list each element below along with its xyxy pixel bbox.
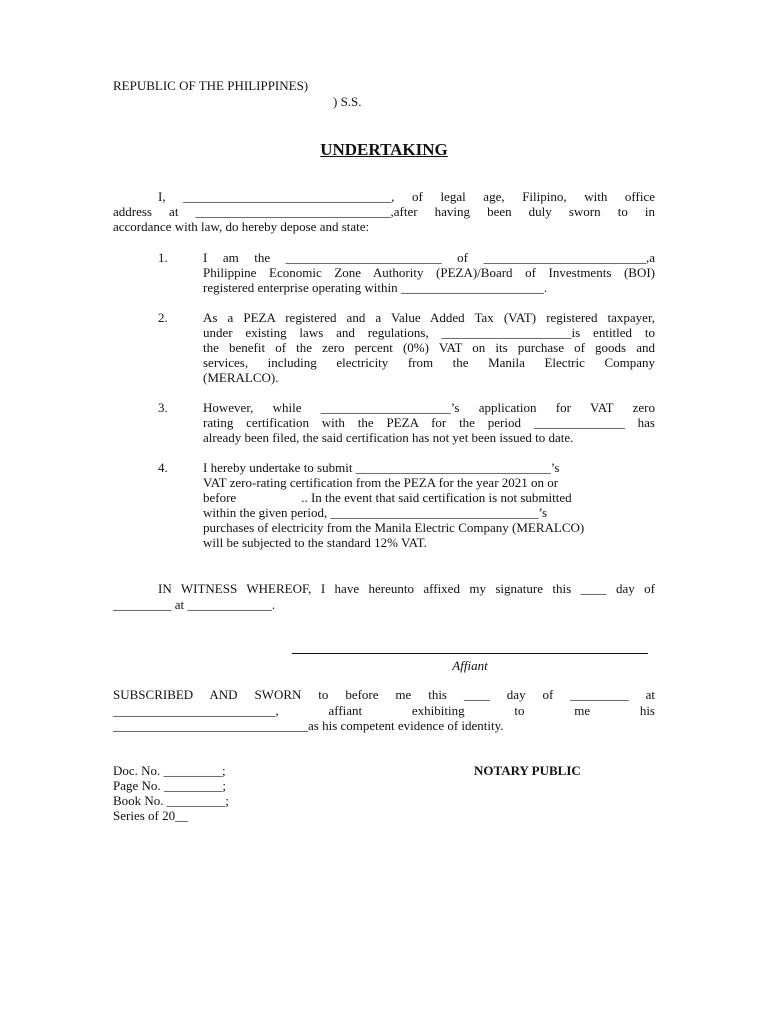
item-2-line-2: under existing laws and regulations, ____________________is entitled to	[203, 325, 655, 340]
ss-heading: ) S.S.	[333, 94, 362, 109]
book-no-field: Book No. _________;	[113, 793, 229, 808]
item-1-line-2: Philippine Economic Zone Authority (PEZA)/Board of Investments (BOI)	[203, 265, 655, 280]
item-3-line-3: already been filed, the said certification has not yet been issued to date.	[203, 430, 574, 445]
item-4-line-1: I hereby undertake to submit ______________________________’s	[203, 460, 560, 475]
affiant-signature-line	[292, 653, 648, 654]
page-no-field: Page No. _________;	[113, 778, 227, 793]
document-title: UNDERTAKING	[320, 140, 448, 159]
item-number: 3.	[158, 400, 168, 415]
witness-line-2: _________ at _____________.	[113, 597, 276, 612]
intro-line-2: address at ______________________________,after having been duly sworn to in	[113, 204, 655, 219]
item-4-line-6: will be subjected to the standard 12% VAT.	[203, 535, 427, 550]
item-number: 2.	[158, 310, 168, 325]
doc-no-field: Doc. No. _________;	[113, 763, 226, 778]
item-2-line-5: (MERALCO).	[203, 370, 279, 385]
item-2-line-1: As a PEZA registered and a Value Added Tax (VAT) registered taxpayer,	[203, 310, 655, 325]
series-field: Series of 20__	[113, 808, 189, 823]
item-2-line-4: services, including electricity from the Manila Electric Company	[203, 355, 655, 370]
notary-public-label: NOTARY PUBLIC	[474, 763, 581, 778]
affiant-label: Affiant	[452, 658, 488, 673]
item-1-line-1: I am the ________________________ of _________________________,a	[203, 250, 655, 265]
republic-heading: REPUBLIC OF THE PHILIPPINES)	[113, 78, 309, 93]
item-1-line-3: registered enterprise operating within ______________________.	[203, 280, 548, 295]
item-4-line-4: within the given period, ________________________________’s	[203, 505, 548, 520]
item-3-line-2: rating certification with the PEZA for the period ______________ has	[203, 415, 655, 430]
subscribed-line-2: _________________________, affiant exhibiting to me his	[113, 703, 655, 718]
item-4-line-5: purchases of electricity from the Manila Electric Company (MERALCO)	[203, 520, 585, 535]
item-number: 1.	[158, 250, 168, 265]
item-4-line-3: before .. In the event that said certification is not submitted	[203, 490, 572, 505]
subscribed-line-3: ______________________________as his competent evidence of identity.	[113, 718, 504, 733]
subscribed-line-1: SUBSCRIBED AND SWORN to before me this ____ day of _________ at	[113, 687, 655, 702]
witness-line-1: IN WITNESS WHEREOF, I have hereunto affixed my signature this ____ day of	[158, 581, 655, 596]
intro-line-1: I, ________________________________, of legal age, Filipino, with office	[158, 189, 655, 204]
item-3-line-1: However, while ____________________’s application for VAT zero	[203, 400, 655, 415]
intro-line-3: accordance with law, do hereby depose and state:	[113, 219, 370, 234]
item-2-line-3: the benefit of the zero percent (0%) VAT on its purchase of goods and	[203, 340, 655, 355]
item-4-line-2: VAT zero-rating certification from the PEZA for the year 2021 on or	[203, 475, 559, 490]
item-number: 4.	[158, 460, 168, 475]
